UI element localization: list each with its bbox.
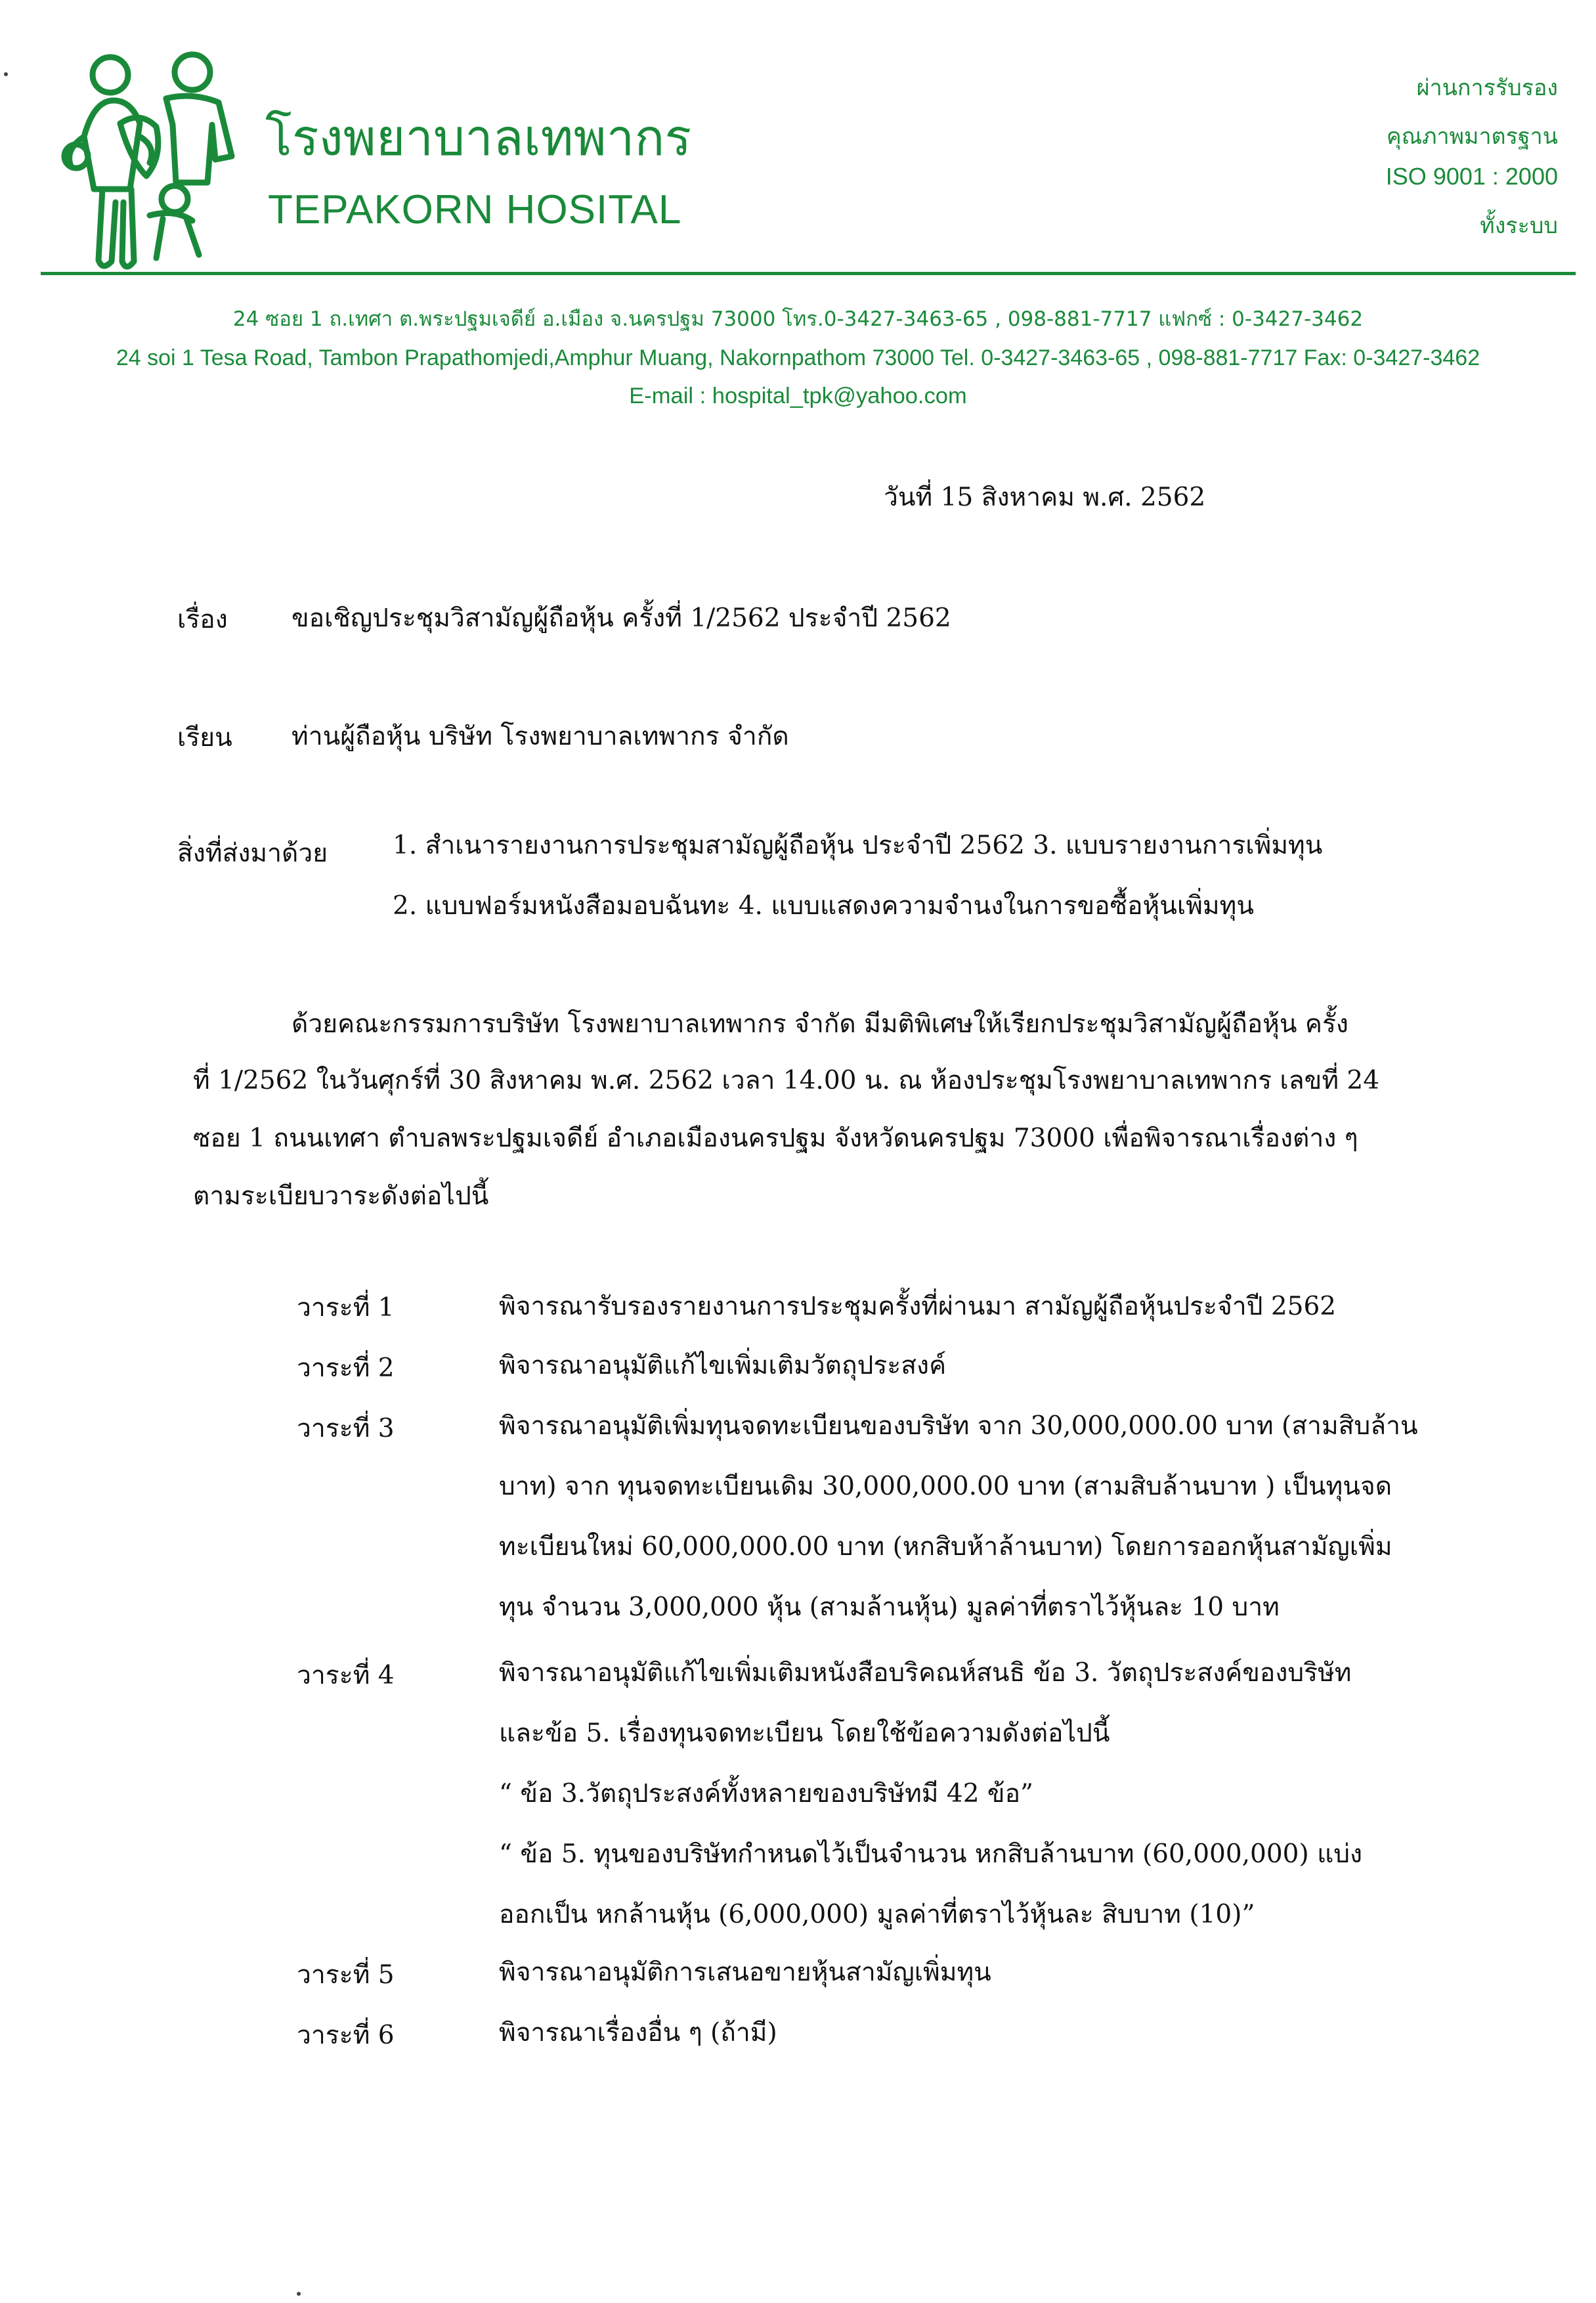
agenda-item-text: ทะเบียนใหม่ 60,000,000.00 บาท (หกสิบห้าล้านบาท) โดยการออกหุ้นสามัญเพิ่ม	[499, 1532, 1392, 1562]
agenda-label: วาระที่ 1	[297, 1293, 395, 1323]
agenda-item-text: “ ข้อ 5. ทุนของบริษัทกำหนดไว้เป็นจำนวน หกสิบล้านบาท (60,000,000) แบ่ง	[499, 1839, 1363, 1869]
body-paragraph-line: ซอย 1 ถนนเทศา ตำบลพระปฐมเจดีย์ อำเภอเมืองนครปฐม จังหวัดนครปฐม 73000 เพื่อพิจารณาเรื่องต่าง ๆ	[193, 1124, 1358, 1153]
agenda-label: วาระที่ 5	[297, 1960, 395, 1990]
address-english: 24 soi 1 Tesa Road, Tambon Prapathomjedi,Amphur Muang, Nakornpathom 73000 Tel. 0-3427-3463-65 , 098-881-7717 Fax: 0-3427-3462	[116, 345, 1480, 370]
agenda-item-text: พิจารณาเรื่องอื่น ๆ (ถ้ามี)	[499, 2018, 777, 2048]
body-paragraph-line: ตามระเบียบวาระดังต่อไปนี้	[193, 1181, 489, 1211]
email-address: E-mail : hospital_tpk@yahoo.com	[629, 384, 967, 408]
enclosure-item: 2. แบบฟอร์มหนังสือมอบฉันทะ 4. แบบแสดงความจำนงในการขอซื้อหุ้นเพิ่มทุน	[393, 891, 1254, 921]
agenda-label: วาระที่ 4	[297, 1661, 395, 1690]
address-thai: 24 ซอย 1 ถ.เทศา ต.พระปฐมเจดีย์ อ.เมือง จ.นครปฐม 73000 โทร.0-3427-3463-65 , 098-881-7717 แฟกซ์ : 0-3427-3462	[232, 307, 1364, 331]
subject-label: เรื่อง	[177, 605, 228, 634]
body-paragraph-line: ด้วยคณะกรรมการบริษัท โรงพยาบาลเทพากร จำกัด มีมติพิเศษให้เรียกประชุมวิสามัญผู้ถือหุ้น ครั้ง	[291, 1009, 1348, 1039]
recipient-text: ท่านผู้ถือหุ้น บริษัท โรงพยาบาลเทพากร จำกัด	[291, 722, 789, 751]
subject-text: ขอเชิญประชุมวิสามัญผู้ถือหุ้น ครั้งที่ 1/2562 ประจำปี 2562	[291, 603, 951, 633]
scan-speck	[4, 72, 8, 76]
agenda-item-text: ออกเป็น หกล้านหุ้น (6,000,000) มูลค่าที่ตราไว้หุ้นละ สิบบาท (10)”	[499, 1900, 1255, 1929]
recipient-label: เรียน	[177, 723, 232, 753]
certification-line: ทั้งระบบ	[1480, 213, 1558, 239]
agenda-item-text: พิจารณาอนุมัติแก้ไขเพิ่มเติมหนังสือบริคณห์สนธิ ข้อ 3. วัตถุประสงค์ของบริษัท	[499, 1658, 1352, 1688]
agenda-item-text: พิจารณาอนุมัติการเสนอขายหุ้นสามัญเพิ่มทุน	[499, 1958, 991, 1987]
header-divider	[41, 272, 1576, 275]
agenda-item-text: พิจารณาอนุมัติเพิ่มทุนจดทะเบียนของบริษัท จาก 30,000,000.00 บาท (สามสิบล้าน	[499, 1411, 1418, 1441]
letter-date: วันที่ 15 สิงหาคม พ.ศ. 2562	[884, 483, 1206, 512]
agenda-item-text: และข้อ 5. เรื่องทุนจดทะเบียน โดยใช้ข้อความดังต่อไปนี้	[499, 1719, 1110, 1748]
scan-speck	[297, 2292, 301, 2296]
agenda-label: วาระที่ 2	[297, 1353, 395, 1383]
agenda-item-text: บาท) จาก ทุนจดทะเบียนเดิม 30,000,000.00 บาท (สามสิบล้านบาท ) เป็นทุนจด	[499, 1472, 1392, 1501]
agenda-label: วาระที่ 3	[297, 1414, 395, 1443]
certification-line: คุณภาพมาตรฐาน	[1386, 123, 1558, 150]
hospital-name-thai: โรงพยาบาลเทพากร	[265, 108, 692, 167]
enclosure-item: 1. สำเนารายงานการประชุมสามัญผู้ถือหุ้น ประจำปี 2562 3. แบบรายงานการเพิ่มทุน	[393, 831, 1323, 860]
hospital-name-english: TEPAKORN HOSITAL	[268, 187, 682, 232]
certification-line: ผ่านการรับรอง	[1416, 75, 1558, 101]
agenda-item-text: พิจารณารับรองรายงานการประชุมครั้งที่ผ่านมา สามัญผู้ถือหุ้นประจำปี 2562	[499, 1292, 1337, 1321]
certification-iso: ISO 9001 : 2000	[1385, 163, 1558, 190]
agenda-item-text: ทุน จำนวน 3,000,000 หุ้น (สามล้านหุ้น) มูลค่าที่ตราไว้หุ้นละ 10 บาท	[499, 1592, 1280, 1622]
agenda-item-text: พิจารณาอนุมัติแก้ไขเพิ่มเติมวัตถุประสงค์	[499, 1351, 947, 1380]
hospital-logo	[58, 51, 261, 278]
enclosure-label: สิ่งที่ส่งมาด้วย	[177, 839, 328, 868]
agenda-item-text: “ ข้อ 3.วัตถุประสงค์ทั้งหลายของบริษัทมี 42 ข้อ”	[499, 1779, 1033, 1809]
body-paragraph-line: ที่ 1/2562 ในวันศุกร์ที่ 30 สิงหาคม พ.ศ. 2562 เวลา 14.00 น. ณ ห้องประชุมโรงพยาบาลเทพากร เลขที่ 24	[193, 1066, 1380, 1095]
agenda-label: วาระที่ 6	[297, 2021, 395, 2050]
